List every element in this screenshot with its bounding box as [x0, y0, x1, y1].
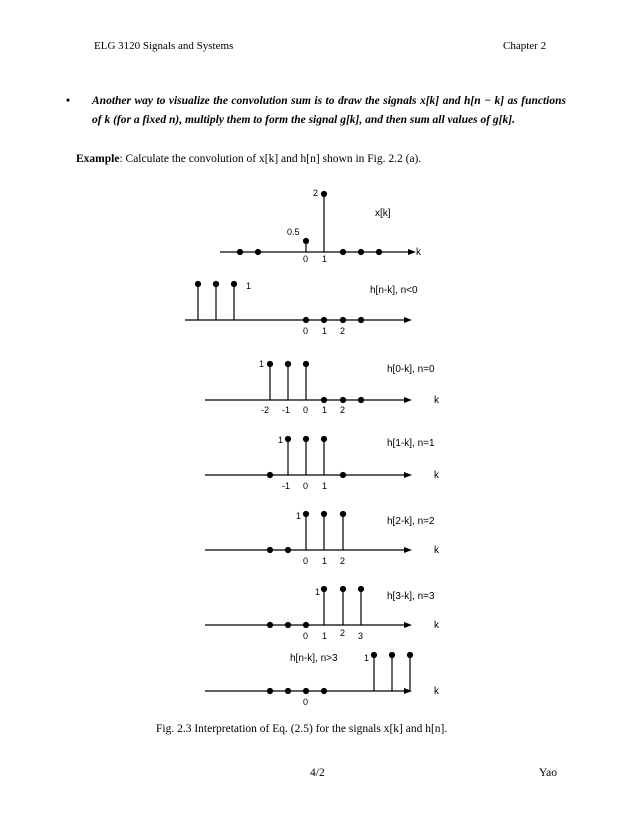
tick-label: 1	[322, 481, 328, 491]
sample-dot	[341, 250, 346, 255]
axis-k-label: k	[434, 470, 439, 481]
stem-dot	[390, 653, 395, 658]
tick-label: 0	[303, 405, 309, 415]
header-course: ELG 3120 Signals and Systems	[94, 40, 234, 52]
tick-label: -1	[282, 405, 291, 415]
sample-dot	[304, 318, 309, 323]
sample-dot	[268, 689, 273, 694]
tick-label: 0	[303, 631, 309, 641]
tick-label: 1	[322, 631, 328, 641]
axis-arrow-icon	[404, 622, 412, 628]
sample-dot	[268, 548, 273, 553]
stem-dot	[359, 587, 364, 592]
tick-label: 1	[322, 556, 328, 566]
panel-label: h[n-k], n<0	[370, 285, 418, 296]
axis-k-label: k	[434, 686, 439, 697]
value-label: 1	[278, 435, 284, 445]
sample-dot	[238, 250, 243, 255]
value-label: 2	[313, 188, 319, 198]
panel-h-n0	[205, 359, 440, 415]
footer-author: Yao	[539, 767, 558, 779]
axis-arrow-icon	[404, 317, 412, 323]
stem-dot	[304, 362, 309, 367]
axis-arrow-icon	[404, 397, 412, 403]
example-text: : Calculate the convolution of x[k] and h[n] shown in Fig. 2.2 (a).	[119, 153, 422, 165]
stem-dot	[304, 239, 309, 244]
axis-k-label: k	[434, 620, 439, 631]
panel-label: h[1-k], n=1	[387, 438, 435, 449]
panel-h-n3	[205, 587, 440, 642]
axis-k-label: k	[434, 545, 439, 556]
panel-h-n-gt3	[205, 653, 440, 708]
axis-arrow-icon	[408, 249, 416, 255]
figure-caption: Fig. 2.3 Interpretation of Eq. (2.5) for the signals x[k] and h[n].	[156, 723, 448, 735]
panel-label: h[3-k], n=3	[387, 591, 435, 602]
sample-dot	[322, 689, 327, 694]
tick-label: 0	[303, 556, 309, 566]
stem-dot	[408, 653, 413, 658]
stem-dot	[214, 282, 219, 287]
sample-dot	[377, 250, 382, 255]
tick-label: 1	[322, 326, 328, 336]
stem-dot	[322, 587, 327, 592]
sample-dot	[268, 623, 273, 628]
tick-label: 1	[322, 405, 328, 415]
tick-label: 0	[303, 254, 309, 264]
sample-dot	[359, 398, 364, 403]
sample-dot	[359, 318, 364, 323]
panel-h-n2	[205, 511, 440, 566]
axis-k-label: k	[416, 247, 421, 258]
stem-dot	[286, 362, 291, 367]
stem-dot	[286, 437, 291, 442]
tick-label: -2	[261, 405, 270, 415]
panel-x-k	[220, 188, 422, 264]
tick-label: 2	[340, 628, 346, 638]
example-label: Example	[76, 153, 120, 165]
axis-arrow-icon	[404, 547, 412, 553]
tick-label: 2	[340, 326, 346, 336]
panel-label: x[k]	[375, 208, 391, 219]
stem-dot	[268, 362, 273, 367]
sample-dot	[286, 548, 291, 553]
sample-dot	[304, 689, 309, 694]
tick-label: 2	[340, 556, 346, 566]
sample-dot	[286, 689, 291, 694]
tick-label: 1	[322, 254, 328, 264]
stem-dot	[341, 512, 346, 517]
stem-dot	[232, 282, 237, 287]
stem-dot	[322, 437, 327, 442]
sample-dot	[341, 318, 346, 323]
tick-label: 2	[340, 405, 346, 415]
stem-dot	[304, 512, 309, 517]
tick-label: 3	[358, 631, 364, 641]
panel-h-n1	[205, 435, 440, 491]
bullet-text: Another way to visualize the convolution sum is to draw the signals x[k] and h[n − k] as functions of k (for a fixed n), multiply them to form the signal g[k], and then sum all values of g[k].	[92, 95, 566, 126]
sample-dot	[341, 473, 346, 478]
panel-label: h[n-k], n>3	[290, 653, 338, 664]
sample-dot	[286, 623, 291, 628]
panel-label: h[2-k], n=2	[387, 516, 435, 527]
axis-arrow-icon	[404, 688, 412, 694]
sample-dot	[304, 623, 309, 628]
header-chapter: Chapter 2	[503, 40, 547, 52]
tick-label: 0	[303, 697, 309, 707]
tick-label: 0	[303, 481, 309, 491]
axis-k-label: k	[434, 395, 439, 406]
value-label: 1	[246, 281, 252, 291]
tick-label: 0	[303, 326, 309, 336]
value-label: 1	[364, 653, 370, 663]
page-number: 4/2	[310, 767, 325, 779]
panel-h-n-neg	[185, 281, 418, 336]
stem-dot	[304, 437, 309, 442]
stem-dot	[322, 512, 327, 517]
sample-dot	[359, 250, 364, 255]
panel-label: h[0-k], n=0	[387, 364, 435, 375]
stem-dot	[196, 282, 201, 287]
sample-dot	[322, 398, 327, 403]
value-label: 0.5	[287, 227, 300, 237]
sample-dot	[322, 318, 327, 323]
stem-dot	[322, 192, 327, 197]
value-label: 1	[259, 359, 265, 369]
stem-dot	[341, 587, 346, 592]
value-label: 1	[315, 587, 321, 597]
sample-dot	[268, 473, 273, 478]
sample-dot	[256, 250, 261, 255]
axis-arrow-icon	[404, 472, 412, 478]
tick-label: -1	[282, 481, 291, 491]
sample-dot	[341, 398, 346, 403]
value-label: 1	[296, 511, 302, 521]
bullet-icon: •	[66, 95, 71, 107]
stem-dot	[372, 653, 377, 658]
